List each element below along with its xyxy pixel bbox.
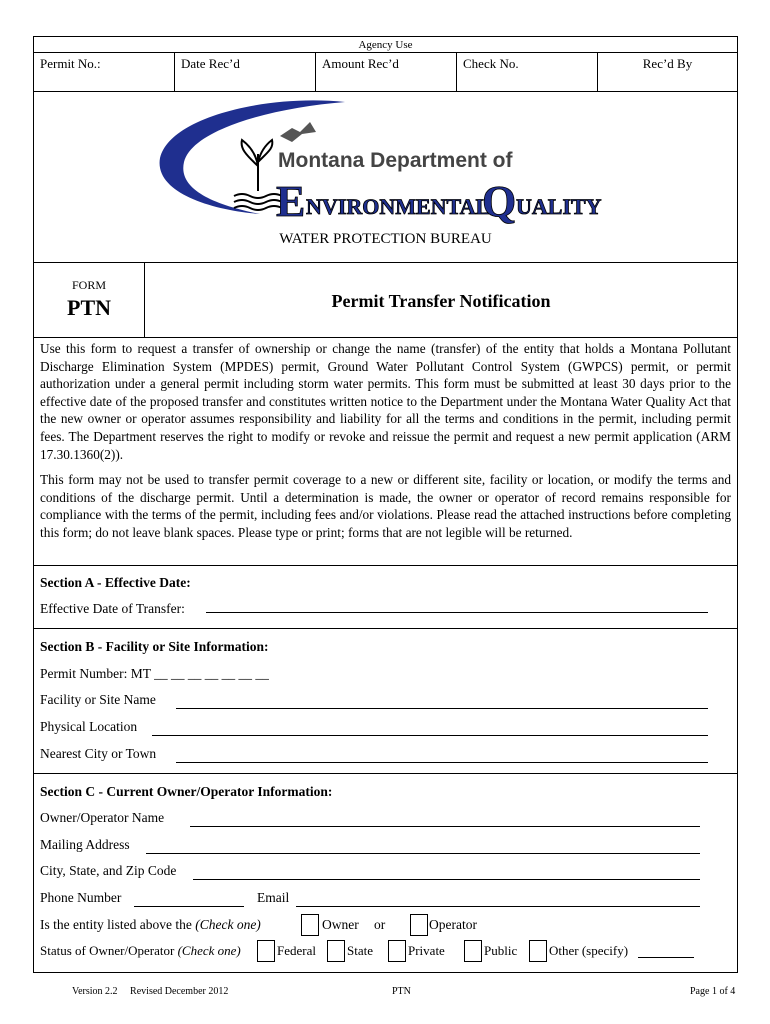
form-label: FORM [71, 278, 106, 292]
owner-name-label: Owner/Operator Name [40, 810, 165, 825]
received-by-field[interactable]: Rec’d By [642, 56, 693, 71]
effective-date-label: Effective Date of Transfer: [40, 601, 185, 616]
private-option-label: Private [408, 943, 445, 958]
section-b [33, 629, 738, 774]
state-option-label: State [347, 943, 373, 958]
permit-no-field[interactable]: Permit No.: [34, 53, 175, 91]
section-c-title: Section C - Current Owner/Operator Information: [40, 784, 333, 799]
facility-name-label: Facility or Site Name [40, 692, 156, 707]
logo-big-e: E [276, 177, 306, 226]
state-checkbox[interactable] [327, 940, 345, 962]
mailing-address-label: Mailing Address [40, 837, 130, 852]
logo-environmental: NVIRONMENTAL [306, 194, 491, 219]
form-code: PTN [67, 295, 111, 320]
logo-line1: Montana Department of [278, 149, 513, 172]
city-state-zip-field[interactable] [193, 879, 700, 880]
agency-use-header: Agency Use [33, 36, 738, 53]
other-specify-field[interactable] [638, 957, 694, 958]
form-title: Permit Transfer Notification [331, 291, 551, 311]
public-option-label: Public [484, 943, 518, 958]
federal-checkbox[interactable] [257, 940, 275, 962]
physical-location-label: Physical Location [40, 719, 138, 734]
physical-location-field[interactable] [152, 735, 708, 736]
email-field[interactable] [296, 906, 700, 907]
other-checkbox[interactable] [529, 940, 547, 962]
date-received-field[interactable]: Date Rec’d [175, 53, 316, 91]
owner-checkbox[interactable] [301, 914, 319, 936]
instructions-p2: This form may not be used to transfer permit coverage to a new or different site, facility or location, or modify the terms and conditions of the discharge permit. Until a determination is made, the owner or operator of record remains responsible for compliance with the terms of the permit, including fees and/or violations. Please read the attached instructions before completing this form; do not leave blank spaces. Please type or print; forms that are not legible will be returned. [40, 472, 731, 540]
public-checkbox[interactable] [464, 940, 482, 962]
private-checkbox[interactable] [388, 940, 406, 962]
logo-quality: UALITY [516, 194, 602, 219]
section-a [33, 566, 738, 629]
operator-checkbox[interactable] [410, 914, 428, 936]
email-label: Email [257, 890, 290, 905]
nearest-city-label: Nearest City or Town [40, 746, 157, 761]
form-header [33, 262, 738, 338]
footer-form-code: PTN [392, 986, 411, 997]
facility-name-field[interactable] [176, 708, 708, 709]
operator-option-label: Operator [429, 917, 477, 932]
or-label: or [374, 917, 386, 932]
nearest-city-field[interactable] [176, 762, 708, 763]
instructions [33, 338, 738, 566]
check-no-field[interactable]: Check No. [457, 53, 598, 91]
deq-logo [150, 96, 620, 228]
agency-use-row [33, 52, 738, 92]
owner-name-field[interactable] [190, 826, 700, 827]
instructions-p1: Use this form to request a transfer of ownership or change the name (transfer) of the entity that holds a Montana Pollutant Discharge Elimination System (MPDES) permit, Ground Water Pollutant Control System (GWPCS) permit, or permit authorization under a general permit including storm water permits. This form must be submitted at least 30 days prior to the effective date of the proposed transfer and constitutes written notice to the Department under the Montana Water Quality Act that the new owner or operator assumes responsibility and liability for all the terms and conditions in the permit, including permit fees. The Department reserves the right to modify or revoke and reissue the permit and request a new permit application (ARM 17.30.1360(2)). [40, 341, 731, 462]
status-question: Status of Owner/Operator (Check one) [40, 943, 241, 958]
city-state-zip-label: City, State, and Zip Code [40, 863, 177, 878]
phone-label: Phone Number [40, 890, 122, 905]
footer-version: Version 2.2 Revised December 2012 [72, 986, 229, 997]
bird-icon [280, 122, 316, 142]
effective-date-field[interactable] [206, 612, 708, 613]
section-a-title: Section A - Effective Date: [40, 575, 191, 590]
entity-question: Is the entity listed above the (Check one) [40, 917, 261, 932]
federal-option-label: Federal [277, 943, 316, 958]
permit-number-label: Permit Number: MT __ __ __ __ __ __ __ [40, 666, 269, 681]
other-option-label: Other (specify) [549, 943, 629, 958]
logo-big-q: Q [482, 177, 517, 226]
bureau-name: WATER PROTECTION BUREAU [279, 231, 492, 247]
amount-received-field[interactable]: Amount Rec’d [316, 53, 457, 91]
owner-option-label: Owner [322, 917, 359, 932]
mailing-address-field[interactable] [146, 853, 700, 854]
section-b-title: Section B - Facility or Site Information: [40, 639, 269, 654]
footer-page: Page 1 of 4 [690, 986, 736, 997]
section-c [33, 774, 738, 973]
phone-field[interactable] [134, 906, 244, 907]
plant-water-icon [234, 140, 282, 210]
